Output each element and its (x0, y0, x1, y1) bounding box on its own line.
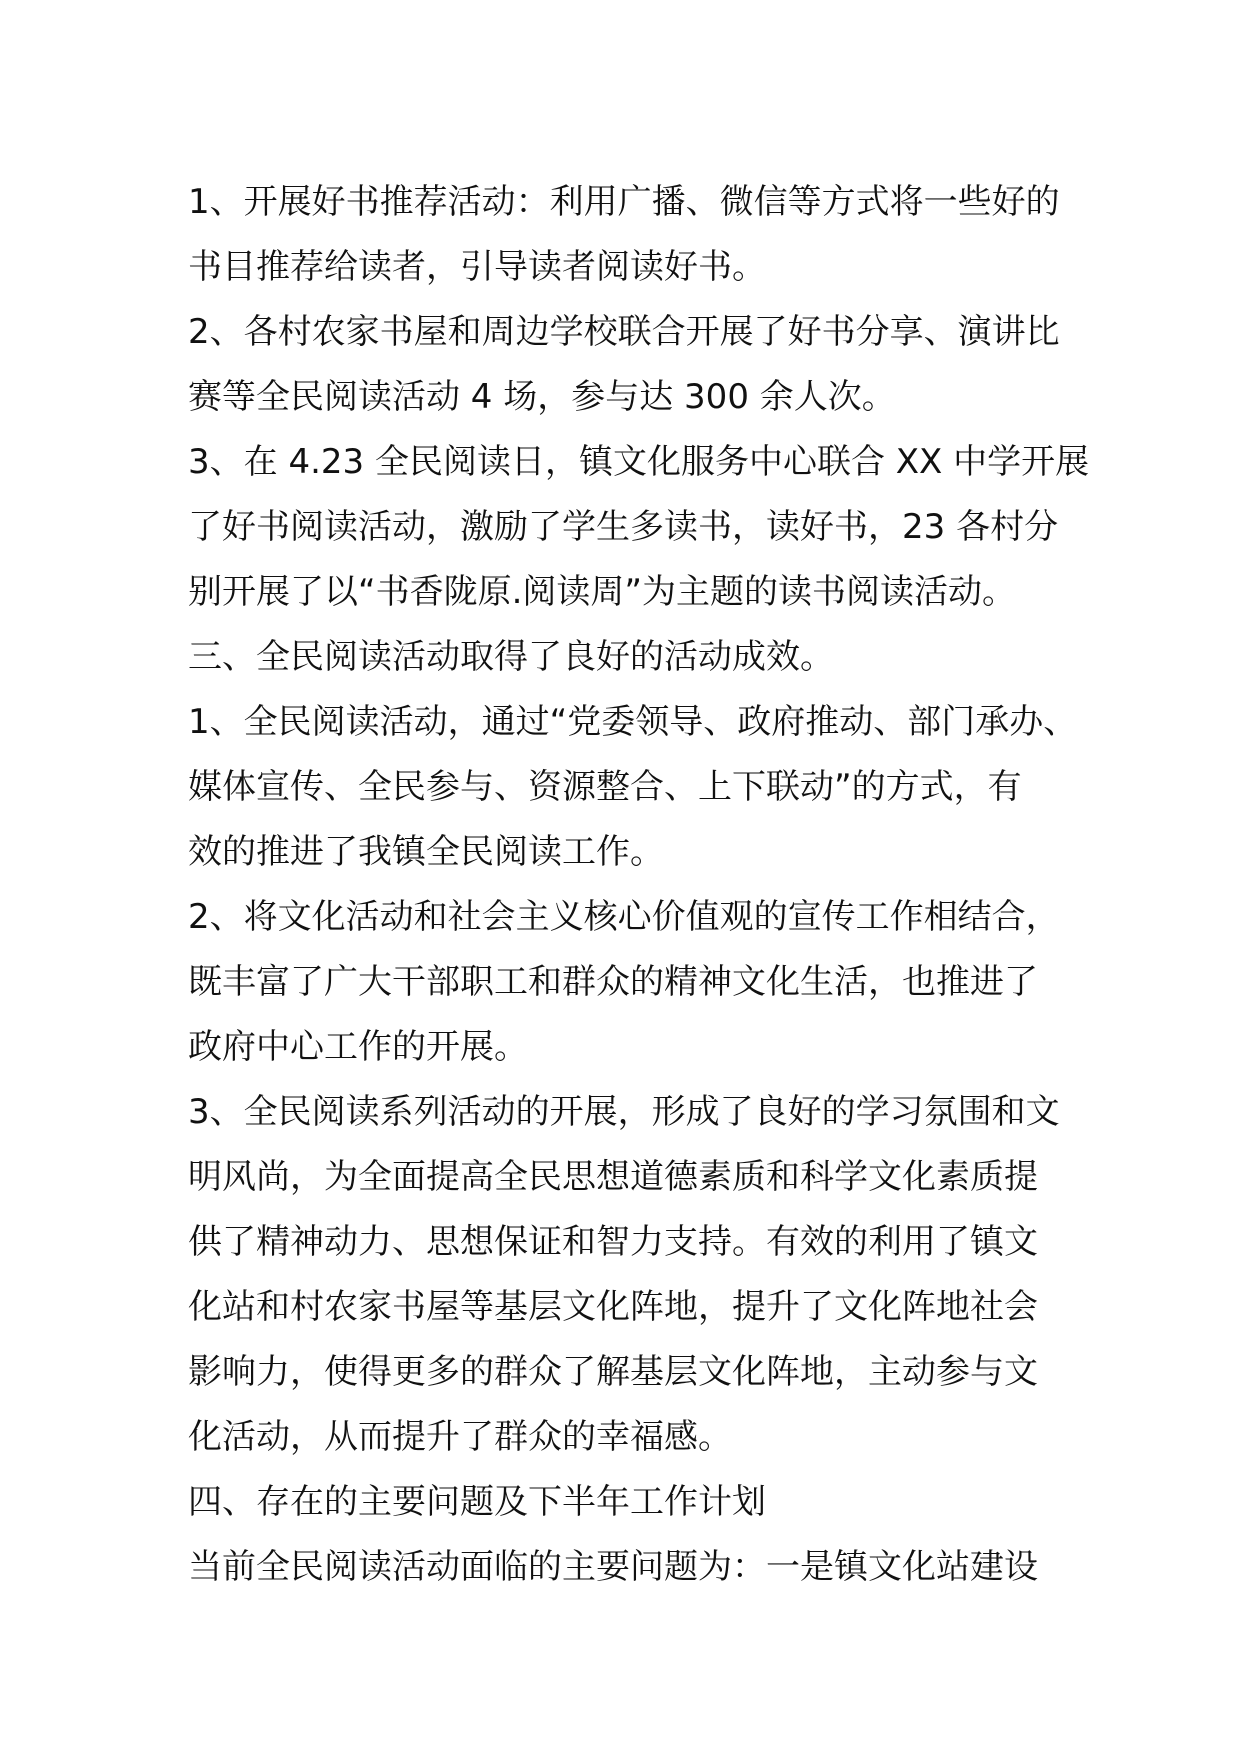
text-line: 既丰富了广大干部职工和群众的精神文化生活，也推进了 (188, 962, 1038, 1002)
text-line: 明风尚，为全面提高全民思想道德素质和科学文化素质提 (188, 1157, 1038, 1197)
text-line: 2、各村农家书屋和周边学校联合开展了好书分享、演讲比 (188, 312, 1060, 352)
text-line: 书目推荐给读者，引导读者阅读好书。 (188, 247, 766, 287)
text-line: 2、将文化活动和社会主义核心价值观的宣传工作相结合， (188, 897, 1060, 937)
text-line: 当前全民阅读活动面临的主要问题为：一是镇文化站建设 (188, 1547, 1038, 1587)
document-body (188, 170, 1090, 1600)
text-line: 1、开展好书推荐活动：利用广播、微信等方式将一些好的 (188, 182, 1060, 222)
text-line: 3、在 4.23 全民阅读日，镇文化服务中心联合 XX 中学开展 (188, 442, 1090, 482)
text-line: 媒体宣传、全民参与、资源整合、上下联动”的方式，有 (188, 767, 1022, 807)
text-line: 别开展了以“书香陇原.阅读周”为主题的读书阅读活动。 (188, 572, 1017, 612)
text-line: 3、全民阅读系列活动的开展，形成了良好的学习氛围和文 (188, 1092, 1060, 1132)
text-line: 化活动，从而提升了群众的幸福感。 (188, 1417, 732, 1457)
text-line: 影响力，使得更多的群众了解基层文化阵地，主动参与文 (188, 1352, 1038, 1392)
section-heading: 三、全民阅读活动取得了良好的活动成效。 (188, 637, 834, 677)
text-line: 1、全民阅读活动，通过“党委领导、政府推动、部门承办、 (188, 702, 1078, 742)
text-line: 政府中心工作的开展。 (188, 1027, 528, 1067)
text-line: 赛等全民阅读活动 4 场，参与达 300 余人次。 (188, 377, 896, 417)
text-line: 化站和村农家书屋等基层文化阵地，提升了文化阵地社会 (188, 1287, 1038, 1327)
text-line: 供了精神动力、思想保证和智力支持。有效的利用了镇文 (188, 1222, 1038, 1262)
text-line: 效的推进了我镇全民阅读工作。 (188, 832, 664, 872)
section-heading: 四、存在的主要问题及下半年工作计划 (188, 1482, 766, 1522)
text-line: 了好书阅读活动，激励了学生多读书，读好书，23 各村分 (188, 507, 1059, 547)
